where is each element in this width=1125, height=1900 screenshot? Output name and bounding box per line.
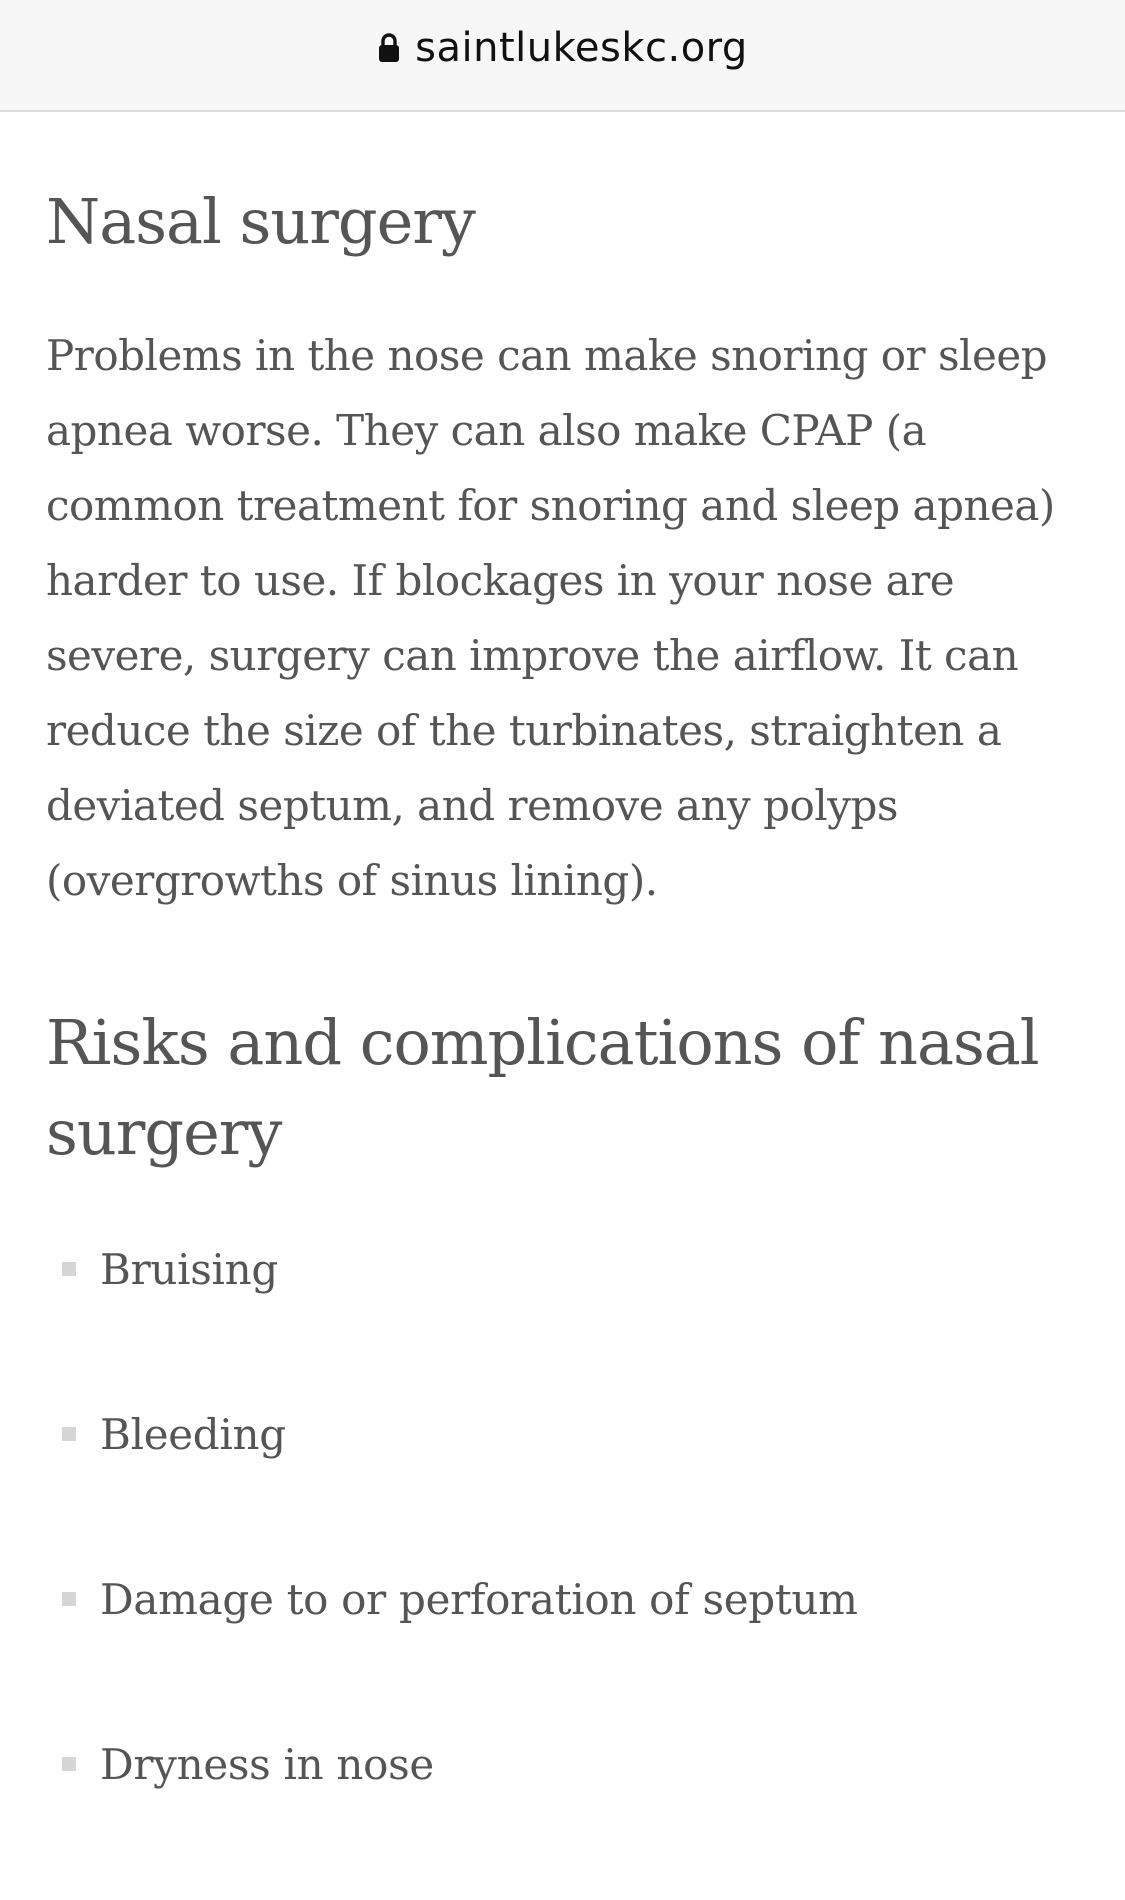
browser-url-bar[interactable] <box>0 0 1125 112</box>
list-item <box>46 1405 1086 1463</box>
heading-risks-complications <box>46 998 1086 1178</box>
heading-nasal-surgery: Nasal surgery <box>46 185 475 258</box>
paragraph-line: deviated septum, and remove any polyps <box>46 781 898 830</box>
article-content <box>46 112 1086 1900</box>
risks-list <box>46 1240 1086 1793</box>
risk-label: Damage to or perforation of septum <box>100 1574 858 1624</box>
url-text: saintlukeskc.org <box>415 25 748 71</box>
paragraph-line: (overgrowths of sinus lining). <box>46 856 658 905</box>
list-item <box>46 1240 1086 1298</box>
paragraph-line: apnea worse. They can also make CPAP (a <box>46 406 927 455</box>
nasal-surgery-paragraph <box>46 318 1086 918</box>
square-bullet-icon <box>62 1757 76 1771</box>
heading-line: surgery <box>46 1096 282 1169</box>
risk-label: Bleeding <box>100 1409 286 1459</box>
square-bullet-icon <box>62 1262 76 1276</box>
list-item <box>46 1570 1086 1628</box>
url-display[interactable] <box>377 25 748 71</box>
lock-icon <box>377 32 401 64</box>
list-item <box>46 1735 1086 1793</box>
square-bullet-icon <box>62 1592 76 1606</box>
paragraph-line: reduce the size of the turbinates, straighten a <box>46 706 1002 755</box>
heading-line: Risks and complications of nasal <box>46 1006 1039 1079</box>
paragraph-line: common treatment for snoring and sleep apnea) <box>46 481 1055 530</box>
paragraph-line: harder to use. If blockages in your nose are <box>46 556 955 605</box>
square-bullet-icon <box>62 1427 76 1441</box>
risk-label: Bruising <box>100 1244 278 1294</box>
risk-label: Dryness in nose <box>100 1739 434 1789</box>
paragraph-line: severe, surgery can improve the airflow. It can <box>46 631 1019 680</box>
paragraph-line: Problems in the nose can make snoring or sleep <box>46 331 1048 380</box>
